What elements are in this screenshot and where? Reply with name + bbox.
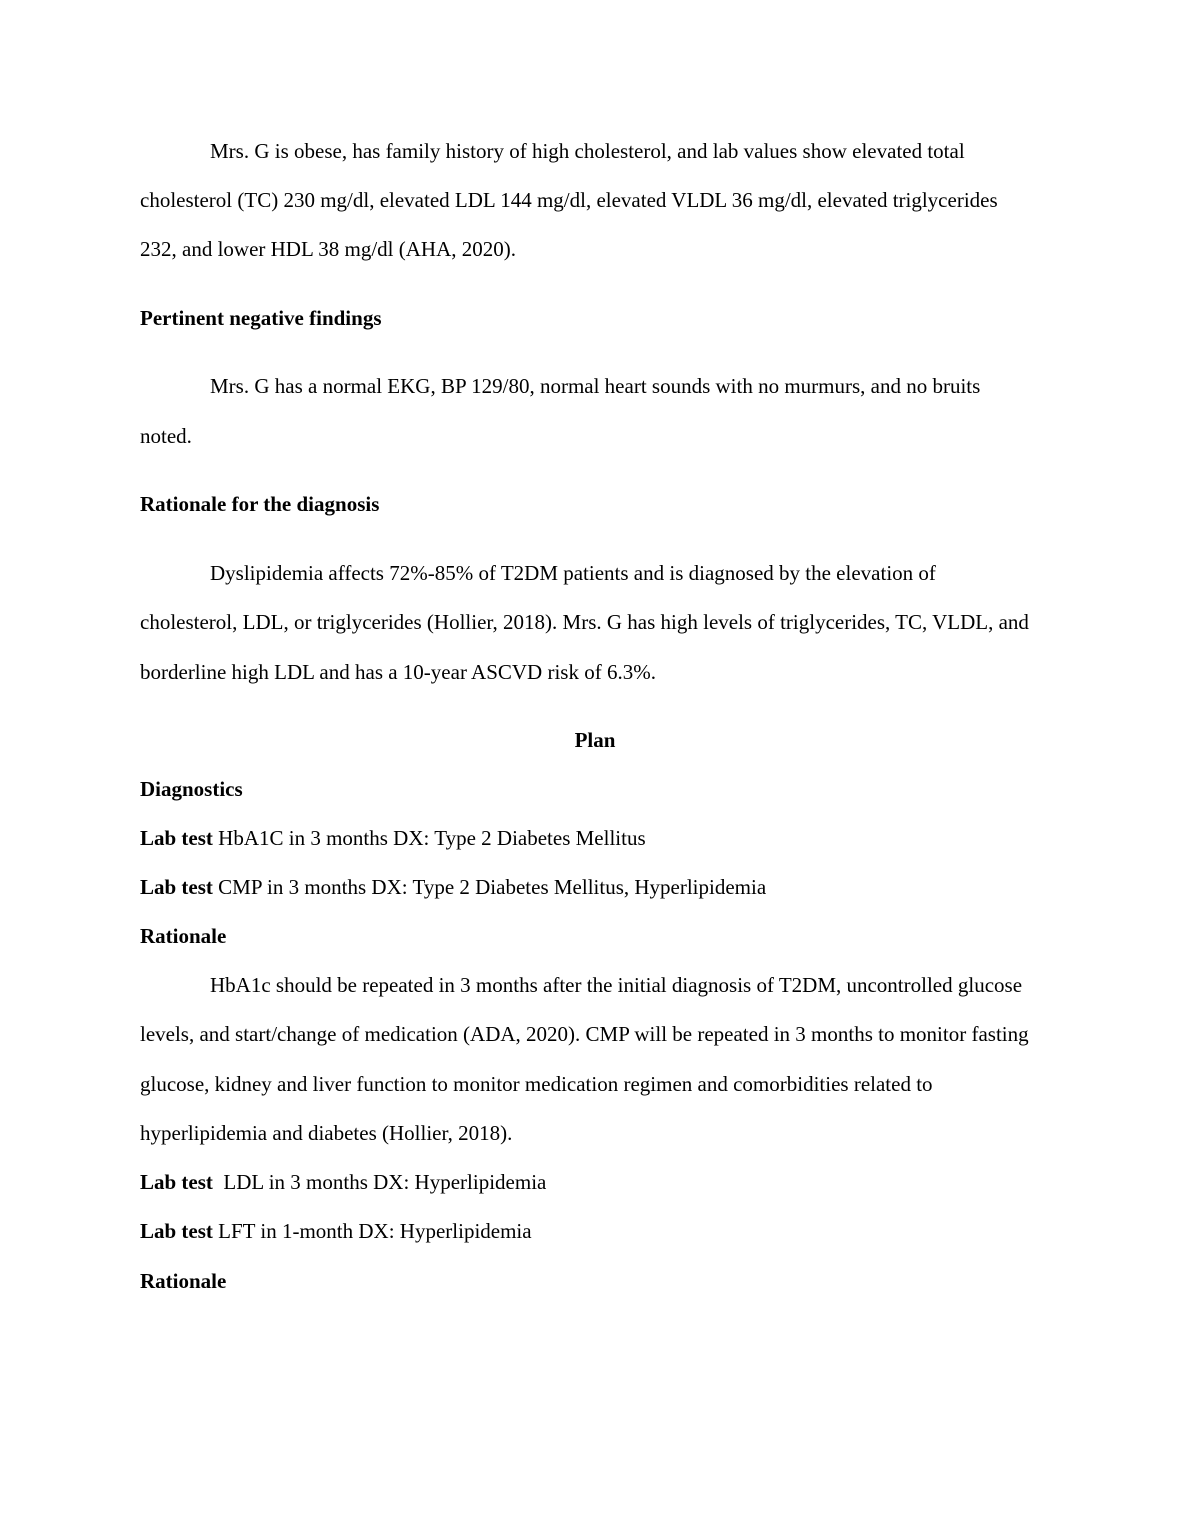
rationale-dx-line-2: cholesterol, LDL, or triglycerides (Hollier, 2018). Mrs. G has high levels of triglycerides, TC, VLDL, and: [140, 610, 1029, 634]
heading-rationale-1: Rationale: [140, 924, 227, 948]
rationale-1-line-3: glucose, kidney and liver function to monitor medication regimen and comorbidities related to: [140, 1072, 933, 1096]
lab-test-text: LDL in 3 months DX: Hyperlipidemia: [212, 1170, 547, 1194]
lab-test-text: CMP in 3 months DX: Type 2 Diabetes Mellitus, Hyperlipidemia: [212, 875, 767, 899]
rationale-dx-line-1: Dyslipidemia affects 72%-85% of T2DM patients and is diagnosed by the elevation of: [210, 561, 936, 585]
heading-rationale-diagnosis: Rationale for the diagnosis: [140, 492, 380, 516]
lab-test-lft: [140, 1219, 532, 1243]
lab-test-cmp: [140, 875, 766, 899]
lab-test-label: Lab test: [140, 1170, 213, 1194]
negative-line-2: noted.: [140, 424, 192, 448]
rationale-1-line-1: HbA1c should be repeated in 3 months after the initial diagnosis of T2DM, uncontrolled glucose: [210, 973, 1023, 997]
lab-test-ldl: [140, 1170, 546, 1194]
lab-test-label: Lab test: [140, 1219, 213, 1243]
heading-pertinent-negative: Pertinent negative findings: [140, 306, 382, 330]
rationale-dx-line-3: borderline high LDL and has a 10-year ASCVD risk of 6.3%.: [140, 660, 656, 684]
lab-test-label: Lab test: [140, 826, 213, 850]
heading-diagnostics: Diagnostics: [140, 777, 243, 801]
lab-test-label: Lab test: [140, 875, 213, 899]
lab-test-text: HbA1C in 3 months DX: Type 2 Diabetes Mellitus: [212, 826, 646, 850]
lab-test-text: LFT in 1-month DX: Hyperlipidemia: [212, 1219, 532, 1243]
findings-line-3: 232, and lower HDL 38 mg/dl (AHA, 2020).: [140, 237, 517, 261]
rationale-1-line-4: hyperlipidemia and diabetes (Hollier, 2018).: [140, 1121, 513, 1145]
lab-test-hba1c: [140, 826, 646, 850]
heading-rationale-2: Rationale: [140, 1269, 227, 1293]
negative-line-1: Mrs. G has a normal EKG, BP 129/80, normal heart sounds with no murmurs, and no bruits: [210, 374, 981, 398]
rationale-1-line-2: levels, and start/change of medication (ADA, 2020). CMP will be repeated in 3 months to monitor fasting: [140, 1022, 1029, 1046]
findings-line-1: Mrs. G is obese, has family history of high cholesterol, and lab values show elevated total: [210, 139, 965, 163]
findings-line-2: cholesterol (TC) 230 mg/dl, elevated LDL 144 mg/dl, elevated VLDL 36 mg/dl, elevated triglycerides: [140, 188, 998, 212]
heading-plan: Plan: [574, 728, 616, 752]
